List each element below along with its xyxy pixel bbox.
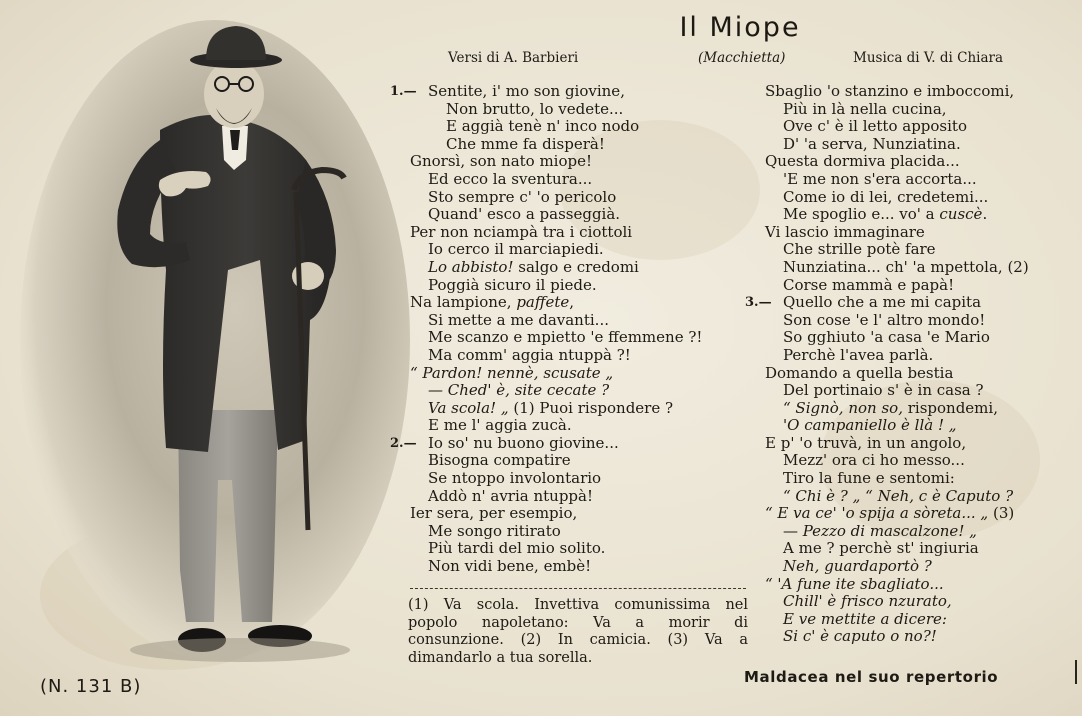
card-number: (N. 131 B) — [40, 676, 142, 697]
verse-text: Quand' esco a passeggià. — [428, 205, 621, 224]
verse-text: A me ? perchè st' ingiuria — [783, 539, 979, 558]
verse-text: Questa dormiva placida... — [765, 152, 960, 171]
verse-text-plain: , — [569, 293, 575, 312]
verse-text: So gghiuto 'a casa 'e Mario — [783, 328, 990, 347]
verse-line — [765, 153, 1029, 171]
verse-text: Che strille potè fare — [783, 240, 936, 259]
verse-line — [410, 206, 702, 224]
verse-line — [410, 118, 702, 136]
verse-line — [765, 628, 1029, 646]
song-title: Il Miope — [679, 12, 801, 43]
verse-text: Me songo ritirato — [428, 521, 561, 540]
verse-line — [765, 83, 1029, 101]
verse-line — [410, 347, 702, 365]
footnote-divider — [410, 588, 746, 589]
lyrics-credit-text: Versi di A. Barbieri — [448, 50, 579, 66]
verse-text: Nunziatina... ch' 'a mpettola, (2) — [783, 257, 1029, 276]
verse-line — [765, 611, 1029, 629]
footnotes: (1) Va scola. Invettiva comunissima nel popolo napoletano: Va a morir di consunzione. (2) In camicia. (3) Va a dimandarlo a tua sorella. — [408, 597, 748, 666]
verse-line — [765, 417, 1029, 435]
verse-text-plain: . — [982, 205, 988, 224]
verse-line — [410, 241, 702, 259]
verse-text-italic: cuscè — [939, 205, 983, 224]
verse-text-italic: paffete — [516, 293, 570, 312]
verse-line — [390, 433, 702, 453]
verse-line — [765, 488, 1029, 506]
verse-line — [410, 329, 702, 347]
verse-line — [765, 365, 1029, 383]
verse-text: Si mette a me davanti... — [428, 310, 609, 329]
edge-mark — [1075, 660, 1077, 684]
verse-text: “ Chi è ? „ “ Neh, c è Caputo ? — [783, 486, 1014, 505]
verse-text: Addò n' avria ntuppà! — [428, 486, 594, 505]
verse-text: — Ched' è, site cecate ? — [428, 381, 610, 400]
verse-text: “ Pardon! nennè, scusate „ — [410, 363, 614, 382]
verse-text: Domando a quella bestia — [765, 363, 954, 382]
verse-text-italic: “ E va ce' 'o spija a sòreta... „ — [765, 504, 989, 523]
verse-text: Sbaglio 'o stanzino e imboccomi, — [765, 82, 1015, 100]
verse-text: Vi lascio immaginare — [765, 222, 925, 241]
verse-column-right — [745, 82, 1029, 646]
verse-text: Io so' nu buono giovine... — [428, 433, 619, 452]
music-credit-text: Musica di V. di Chiara — [853, 50, 1004, 66]
verse-text: Tiro la fune e sentomi: — [783, 469, 955, 488]
verse-text-plain: Me spoglio e... vo' a — [783, 205, 940, 224]
head — [204, 60, 264, 128]
verse-line — [410, 470, 702, 488]
verse-text-plain: Na lampione, — [410, 293, 517, 312]
verse-line — [765, 259, 1029, 277]
performer-photo — [10, 10, 410, 670]
verse-line — [765, 470, 1029, 488]
verse-text: Poggià sicuro il piede. — [428, 275, 597, 294]
verse-line — [765, 241, 1029, 259]
verse-line — [765, 382, 1029, 400]
verse-text: Chill' è frisco nzurato, — [783, 592, 952, 611]
verse-text: Ier sera, per esempio, — [410, 504, 578, 523]
verse-line — [765, 224, 1029, 242]
verse-line — [765, 400, 1029, 418]
verse-line — [765, 206, 1029, 224]
verse-text: Me scanzo e mpietto 'e ffemmene ?! — [428, 328, 703, 347]
verse-text: Neh, guardaportò ? — [783, 557, 932, 576]
verse-line — [410, 540, 702, 558]
verse-line — [410, 101, 702, 119]
verse-text: Mezz' ora ci ho messo... — [783, 451, 965, 470]
verse-text: E me l' aggia zucà. — [428, 416, 572, 435]
verse-line — [765, 312, 1029, 330]
verse-text: Non brutto, lo vedete... — [446, 99, 624, 118]
verse-text-italic: “ Signò, non so, — [783, 398, 903, 417]
verse-text-plain: (1) Puoi rispondere ? — [508, 398, 674, 417]
verse-text: Quello che a me mi capita — [783, 293, 982, 312]
verse-text: Più in là nella cucina, — [783, 99, 947, 118]
verse-line — [410, 488, 702, 506]
stanza-number: 2.— — [390, 435, 417, 451]
music-credit — [853, 50, 1003, 66]
verse-line — [410, 505, 702, 523]
verse-text: Non vidi bene, embè! — [428, 557, 592, 576]
verse-text: Sto sempre c' 'o pericolo — [428, 187, 617, 206]
verse-line — [765, 347, 1029, 365]
verse-text: Son cose 'e l' altro mondo! — [783, 310, 986, 329]
verse-text: Si c' è caputo o no?! — [783, 627, 937, 646]
verse-text: Più tardi del mio solito. — [428, 539, 606, 558]
lyrics-credit — [448, 50, 578, 66]
verse-text: Perchè l'avea parlà. — [783, 345, 934, 364]
verse-line — [410, 400, 702, 418]
verse-line — [410, 365, 702, 383]
verse-text: D' 'a serva, Nunziatina. — [783, 134, 961, 153]
verse-text: Gnorsì, son nato miope! — [410, 152, 593, 171]
verse-line — [410, 382, 702, 400]
verse-text: Sentite, i' mo son giovine, — [428, 82, 625, 100]
verse-line — [765, 277, 1029, 295]
verse-line — [410, 277, 702, 295]
verse-text: Se ntoppo involontario — [428, 469, 602, 488]
verse-line — [410, 171, 702, 189]
performer-illustration — [10, 10, 410, 670]
verse-text: Come io di lei, credetemi... — [783, 187, 989, 206]
verse-text: Del portinaio s' è in casa ? — [783, 381, 984, 400]
verse-text: Che mme fa disperà! — [446, 134, 605, 153]
verse-line — [410, 417, 702, 435]
verse-text-italic: Lo abbisto! — [428, 257, 514, 276]
verse-line — [745, 293, 1029, 312]
verse-line — [765, 435, 1029, 453]
verse-line — [765, 593, 1029, 611]
verse-column-left — [390, 82, 703, 576]
verse-line — [410, 312, 702, 330]
stanza-number: 1.— — [390, 84, 417, 99]
verse-line — [410, 224, 702, 242]
verse-line — [765, 171, 1029, 189]
verse-text-plain: rispondemi, — [902, 398, 998, 417]
verse-line — [765, 136, 1029, 154]
verse-text: Bisogna compatire — [428, 451, 571, 470]
verse-text: Ed ecco la sventura... — [428, 169, 593, 188]
genre-label: (Macchietta) — [698, 50, 786, 66]
verse-line — [410, 153, 702, 171]
verse-text-plain: (3) — [988, 504, 1015, 523]
verse-line — [765, 505, 1029, 523]
verse-text: 'O campaniello è llà ! „ — [783, 416, 957, 435]
verse-line — [765, 558, 1029, 576]
verse-line — [410, 523, 702, 541]
verse-text: — Pezzo di mascalzone! „ — [783, 521, 977, 540]
verse-line — [410, 259, 702, 277]
verse-text-italic: Va scola! „ — [428, 398, 509, 417]
verse-text: Per non nciampà tra i ciottoli — [410, 222, 633, 241]
verse-text-plain: salgo e credomi — [513, 257, 639, 276]
verse-line — [765, 101, 1029, 119]
repertoire-caption: Maldacea nel suo repertorio — [744, 668, 999, 686]
verse-text: E p' 'o truvà, in un angolo, — [765, 433, 967, 452]
verse-text: Io cerco il marciapiedi. — [428, 240, 604, 259]
verse-text: Corse mammà e papà! — [783, 275, 955, 294]
verse-line — [410, 452, 702, 470]
verse-line — [410, 294, 702, 312]
verse-line — [765, 540, 1029, 558]
stanza-number: 3.— — [745, 295, 772, 311]
verse-text: 'E me non s'era accorta... — [783, 169, 977, 188]
verse-line — [765, 189, 1029, 207]
verse-line — [410, 136, 702, 154]
verse-line — [765, 329, 1029, 347]
verse-line — [410, 189, 702, 207]
verse-text: E ve mettite a dicere: — [783, 609, 947, 628]
verse-line — [765, 452, 1029, 470]
verse-line — [410, 558, 702, 576]
verse-text: Ma comm' aggia ntuppà ?! — [428, 345, 631, 364]
verse-line — [765, 118, 1029, 136]
verse-line — [765, 576, 1029, 594]
verse-text: “ 'A fune ite sbagliato... — [765, 574, 944, 593]
verse-text: Ove c' è il letto apposito — [783, 117, 967, 136]
floor-shadow — [130, 638, 350, 662]
verse-text: E aggià tenè n' inco nodo — [446, 117, 640, 136]
verse-line — [765, 523, 1029, 541]
verse-line — [390, 82, 702, 101]
